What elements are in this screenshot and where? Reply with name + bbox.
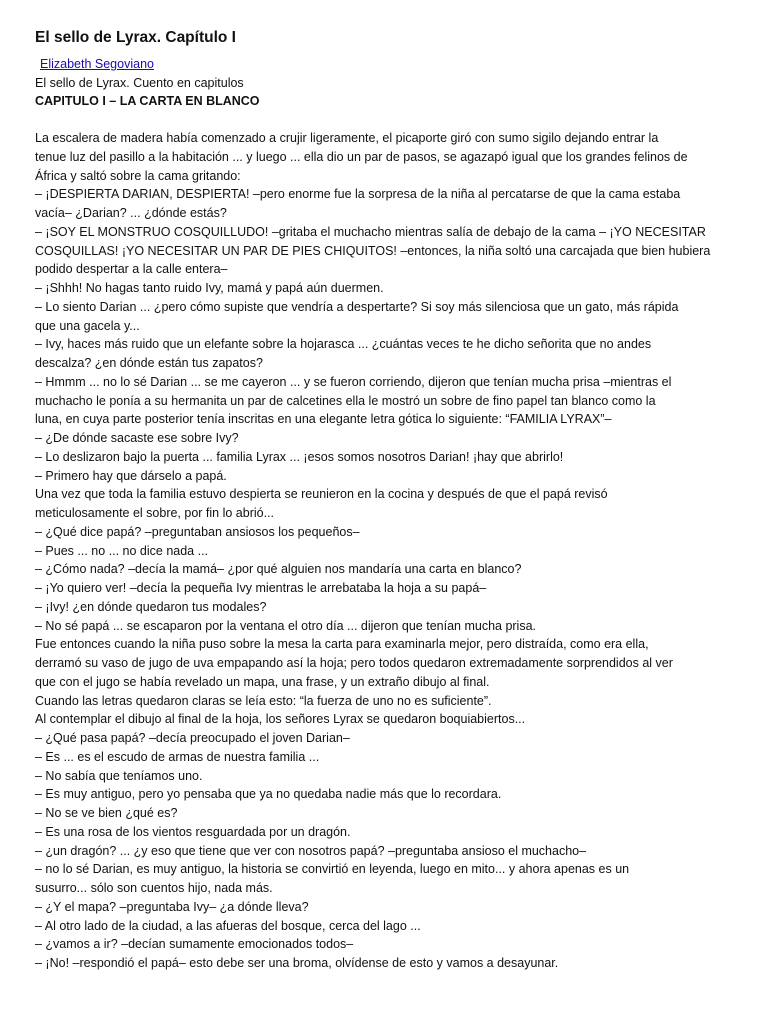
story-line: vacía– ¿Darian? ... ¿dónde estás? [35, 206, 227, 220]
story-line: – ¿un dragón? ... ¿y eso que tiene que ver con nosotros papá? –preguntaba ansioso el muchacho– [35, 843, 587, 858]
story-line: – no lo sé Darian, es muy antiguo, la historia se convirtió en leyenda, luego en mito... y ahora apenas es un [35, 862, 630, 877]
story-line: COSQUILLAS! ¡YO NECESITAR UN PAR DE PIES CHIQUITOS! –entonces, la niña soltó una carcajada que bien hubiera [35, 243, 711, 258]
story-line: – Al otro lado de la ciudad, a las afueras del bosque, cerca del lago ... [35, 918, 421, 933]
story-line: – ¿De dónde sacaste ese sobre Ivy? [35, 431, 239, 445]
story-line: – Primero hay que dárselo a papá. [35, 468, 227, 483]
story-line: – Es una rosa de los vientos resguardada por un dragón. [35, 824, 351, 839]
story-line: luna, en cuya parte posterior tenía inscritas en una elegante letra gótica lo siguiente: “FAMILIA LYRAX”– [35, 412, 612, 427]
story-line: – ¿Cómo nada? –decía la mamá– ¿por qué alguien nos mandaría una carta en blanco? [35, 562, 522, 577]
story-text [35, 129, 740, 973]
story-line: – No sé papá ... se escaparon por la ventana el otro día ... dijeron que tenían mucha prisa. [35, 618, 537, 633]
document-page [35, 28, 740, 973]
story-line: susurro... sólo son cuentos hijo, nada más. [35, 881, 273, 895]
story-line: Fue entonces cuando la niña puso sobre la mesa la carta para examinarla mejor, pero distraída, como era ella, [35, 637, 649, 652]
story-line: Cuando las letras quedaron claras se leía esto: “la fuerza de uno no es suficiente”. [35, 693, 492, 708]
story-line: – ¿vamos a ir? –decían sumamente emocionados todos– [35, 937, 354, 952]
story-line: – Es muy antiguo, pero yo pensaba que ya no quedaba nadie más que lo recordara. [35, 787, 502, 802]
story-line: Una vez que toda la familia estuvo despierta se reunieron en la cocina y después de que el papá revisó [35, 487, 608, 502]
story-line: tenue luz del pasillo a la habitación ... y luego ... ella dio un par de pasos, se agazapó igual que los grandes felinos de [35, 149, 688, 164]
story-line: derramó su vaso de jugo de uva empapando así la hoja; pero todos quedaron extremadamente sorprendidos al ver [35, 656, 673, 670]
story-line: – Lo siento Darian ... ¿pero cómo supiste que vendría a despertarte? Si soy más silenciosa que un gato, más rápida [35, 299, 679, 314]
story-line: La escalera de madera había comenzado a crujir ligeramente, el picaporte giró con sumo sigilo dejando entrar la [35, 131, 659, 145]
story-line: – Ivy, haces más ruido que un elefante sobre la hojarasca ... ¿cuántas veces te he dicho señorita que no andes [35, 337, 652, 352]
story-line: Al contemplar el dibujo al final de la hoja, los señores Lyrax se quedaron boquiabiertos... [35, 712, 526, 727]
story-line: – Pues ... no ... no dice nada ... [35, 543, 209, 558]
document-subtitle: El sello de Lyrax. Cuento en capitulos [35, 76, 244, 90]
story-line: – No sabía que teníamos uno. [35, 768, 203, 783]
author-link[interactable]: Elizabeth Segoviano [40, 57, 154, 71]
story-line: – ¡Shhh! No hagas tanto ruido Ivy, mamá y papá aún duermen. [35, 281, 384, 295]
story-line: que con el jugo se había revelado un mapa, una frase, y un extraño dibujo al final. [35, 674, 490, 689]
story-line: muchacho le ponía a su hermanita un par de calcetines ella le mostró un sobre de fino papel tan blanco como la [35, 393, 656, 408]
chapter-heading: CAPITULO I – LA CARTA EN BLANCO [35, 94, 260, 108]
story-line: – ¡Ivy! ¿en dónde quedaron tus modales? [35, 599, 267, 614]
story-line: – ¡SOY EL MONSTRUO COSQUILLUDO! –gritaba el muchacho mientras salía de debajo de la cama – ¡YO NECESITAR [35, 224, 706, 239]
story-line: – ¿Y el mapa? –preguntaba Ivy– ¿a dónde lleva? [35, 899, 309, 914]
story-line: – ¡Yo quiero ver! –decía la pequeña Ivy mientras le arrebataba la hoja a su papá– [35, 581, 487, 595]
document-title: El sello de Lyrax. Capítulo I [35, 29, 236, 46]
story-line: – ¿Qué dice papá? –preguntaban ansiosos los pequeños– [35, 524, 360, 539]
story-line: – Hmmm ... no lo sé Darian ... se me cayeron ... y se fueron corriendo, dijeron que tenían mucha prisa –mientras el [35, 374, 672, 389]
story-line: podido despertar a la calle entera– [35, 262, 228, 277]
story-line: – ¡No! –respondió el papá– esto debe ser una broma, olvídense de esto y vamos a desayunar. [35, 956, 559, 970]
story-line: – ¡DESPIERTA DARIAN, DESPIERTA! –pero enorme fue la sorpresa de la niña al percatarse de que la cama estaba [35, 187, 681, 202]
story-line: – No se ve bien ¿qué es? [35, 806, 178, 820]
story-line: – ¿Qué pasa papá? –decía preocupado el joven Darian– [35, 731, 350, 745]
story-line: que una gacela y... [35, 318, 140, 333]
story-line: – Es ... es el escudo de armas de nuestra familia ... [35, 749, 320, 764]
story-line: – Lo deslizaron bajo la puerta ... familia Lyrax ... ¡esos somos nosotros Darian! ¡hay que abrirlo! [35, 449, 564, 464]
story-line: meticulosamente el sobre, por fin lo abrió... [35, 506, 275, 520]
story-line: descalza? ¿en dónde están tus zapatos? [35, 356, 263, 370]
story-line: África y saltó sobre la cama gritando: [35, 168, 241, 183]
